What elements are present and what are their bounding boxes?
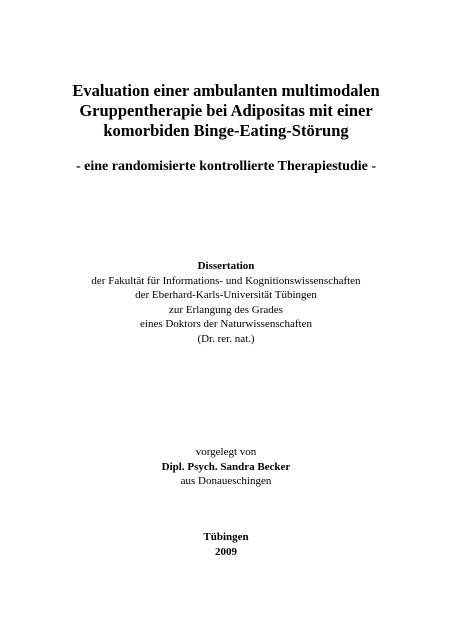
place-city: Tübingen (203, 531, 249, 543)
place-block (0, 530, 452, 559)
place-year: 2009 (215, 545, 237, 558)
title-line-1: Evaluation einer ambulanten multimodalen (72, 81, 380, 100)
dissertation-line-1: der Fakultät für Informations- und Kognitionswissenschaften (91, 274, 361, 287)
dissertation-heading: Dissertation (197, 260, 255, 272)
author-name: Dipl. Psych. Sandra Becker (161, 460, 291, 473)
dissertation-line-4: eines Doktors der Naturwissenschaften (140, 318, 312, 330)
title-line-2: Gruppentherapie bei Adipositas mit einer (79, 101, 373, 120)
document-subtitle: - eine randomisierte kontrollierte Therapiestudie - (75, 159, 377, 174)
author-origin: aus Donaueschingen (180, 475, 272, 487)
dissertation-line-3: zur Erlangung des Grades (169, 303, 283, 316)
dissertation-line-2: der Eberhard-Karls-Universität Tübingen (135, 289, 317, 301)
author-block (0, 445, 452, 489)
presented-by: vorgelegt von (195, 446, 257, 458)
dissertation-block (0, 259, 452, 346)
document-title (0, 81, 452, 141)
dissertation-line-5: (Dr. rer. nat.) (197, 332, 255, 345)
title-line-3: komorbiden Binge-Eating-Störung (103, 121, 349, 140)
